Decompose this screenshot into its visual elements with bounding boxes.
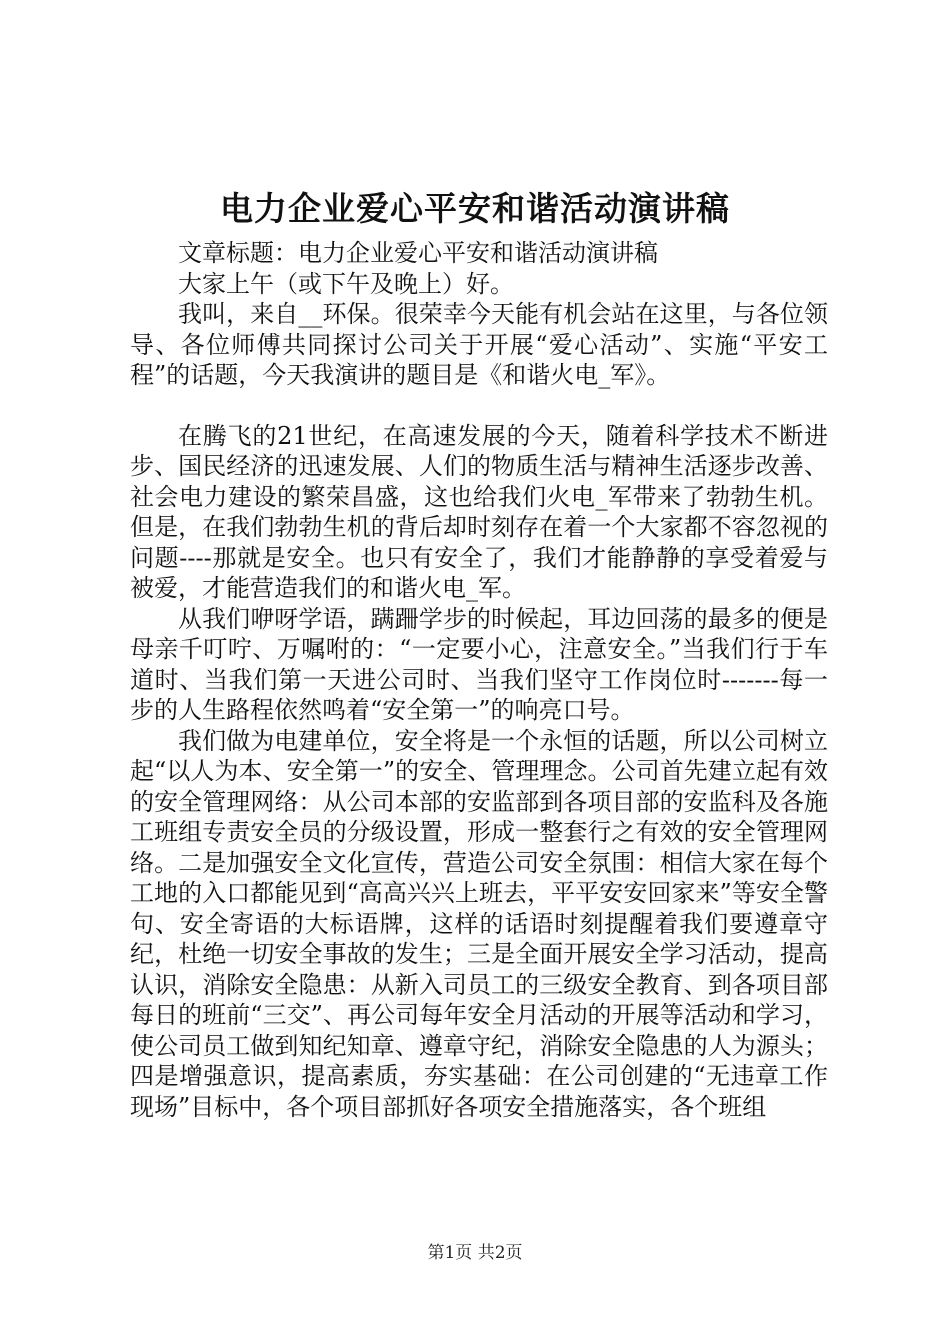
document-body [130, 238, 828, 1122]
document-title: 电力企业爱心平安和谐活动演讲稿 [220, 189, 730, 228]
body-paragraph: 从我们咿呀学语，蹒跚学步的时候起，耳边回荡的最多的便是母亲千叮咛、万嘱咐的：“一定要小心，注意安全。”当我们行于车道时、当我们第一天进公司时、当我们坚守工作岗位时-------每一步的人生路程依然鸣着“安全第一”的响亮口号。 [130, 604, 828, 724]
body-paragraph: 在腾飞的21世纪，在高速发展的今天，随着科学技术不断进步、国民经济的迅速发展、人们的物质生活与精神生活逐步改善、社会电力建设的繁荣昌盛，这也给我们火电_军带来了勃勃生机。但是，在我们勃勃生机的背后却时刻存在着一个大家都不容忽视的问题----那就是安全。也只有安全了，我们才能静静的享受着爱与被爱，才能营造我们的和谐火电_军。 [130, 421, 828, 602]
article-title-line: 文章标题：电力企业爱心平安和谐活动演讲稿 [178, 239, 658, 267]
page-number-footer: 第1页 共2页 [427, 1243, 523, 1263]
intro-paragraph: 我叫，来自__环保。很荣幸今天能有机会站在这里，与各位领导、各位师傅共同探讨公司关于开展“爱心活动”、实施“平安工程”的话题，今天我演讲的题目是《和谐火电_军》。 [130, 300, 828, 389]
body-paragraph: 我们做为电建单位，安全将是一个永恒的话题，所以公司树立起“以人为本、安全第一”的安全、管理理念。公司首先建立起有效的安全管理网络：从公司本部的安监部到各项目部的安监科及各施工班组专责安全员的分级设置，形成一整套行之有效的安全管理网络。二是加强安全文化宣传，营造公司安全氛围：相信大家在每个工地的入口都能见到“高高兴兴上班去，平平安安回家来”等安全警句、安全寄语的大标语牌，这样的话语时刻提醒着我们要遵章守纪，杜绝一切安全事故的发生；三是全面开展安全学习活动，提高认识，消除安全隐患：从新入司员工的三级安全教育、到各项目部每日的班前“三交”、再公司每年安全月活动的开展等活动和学习，使公司员工做到知纪知章、遵章守纪，消除安全隐患的人为源头；四是增强意识，提高素质，夯实基础：在公司创建的“无违章工作现场”目标中，各个项目部抓好各项安全措施落实，各个班组 [130, 726, 828, 1121]
greeting-paragraph: 大家上午（或下午及晚上）好。 [178, 269, 514, 298]
